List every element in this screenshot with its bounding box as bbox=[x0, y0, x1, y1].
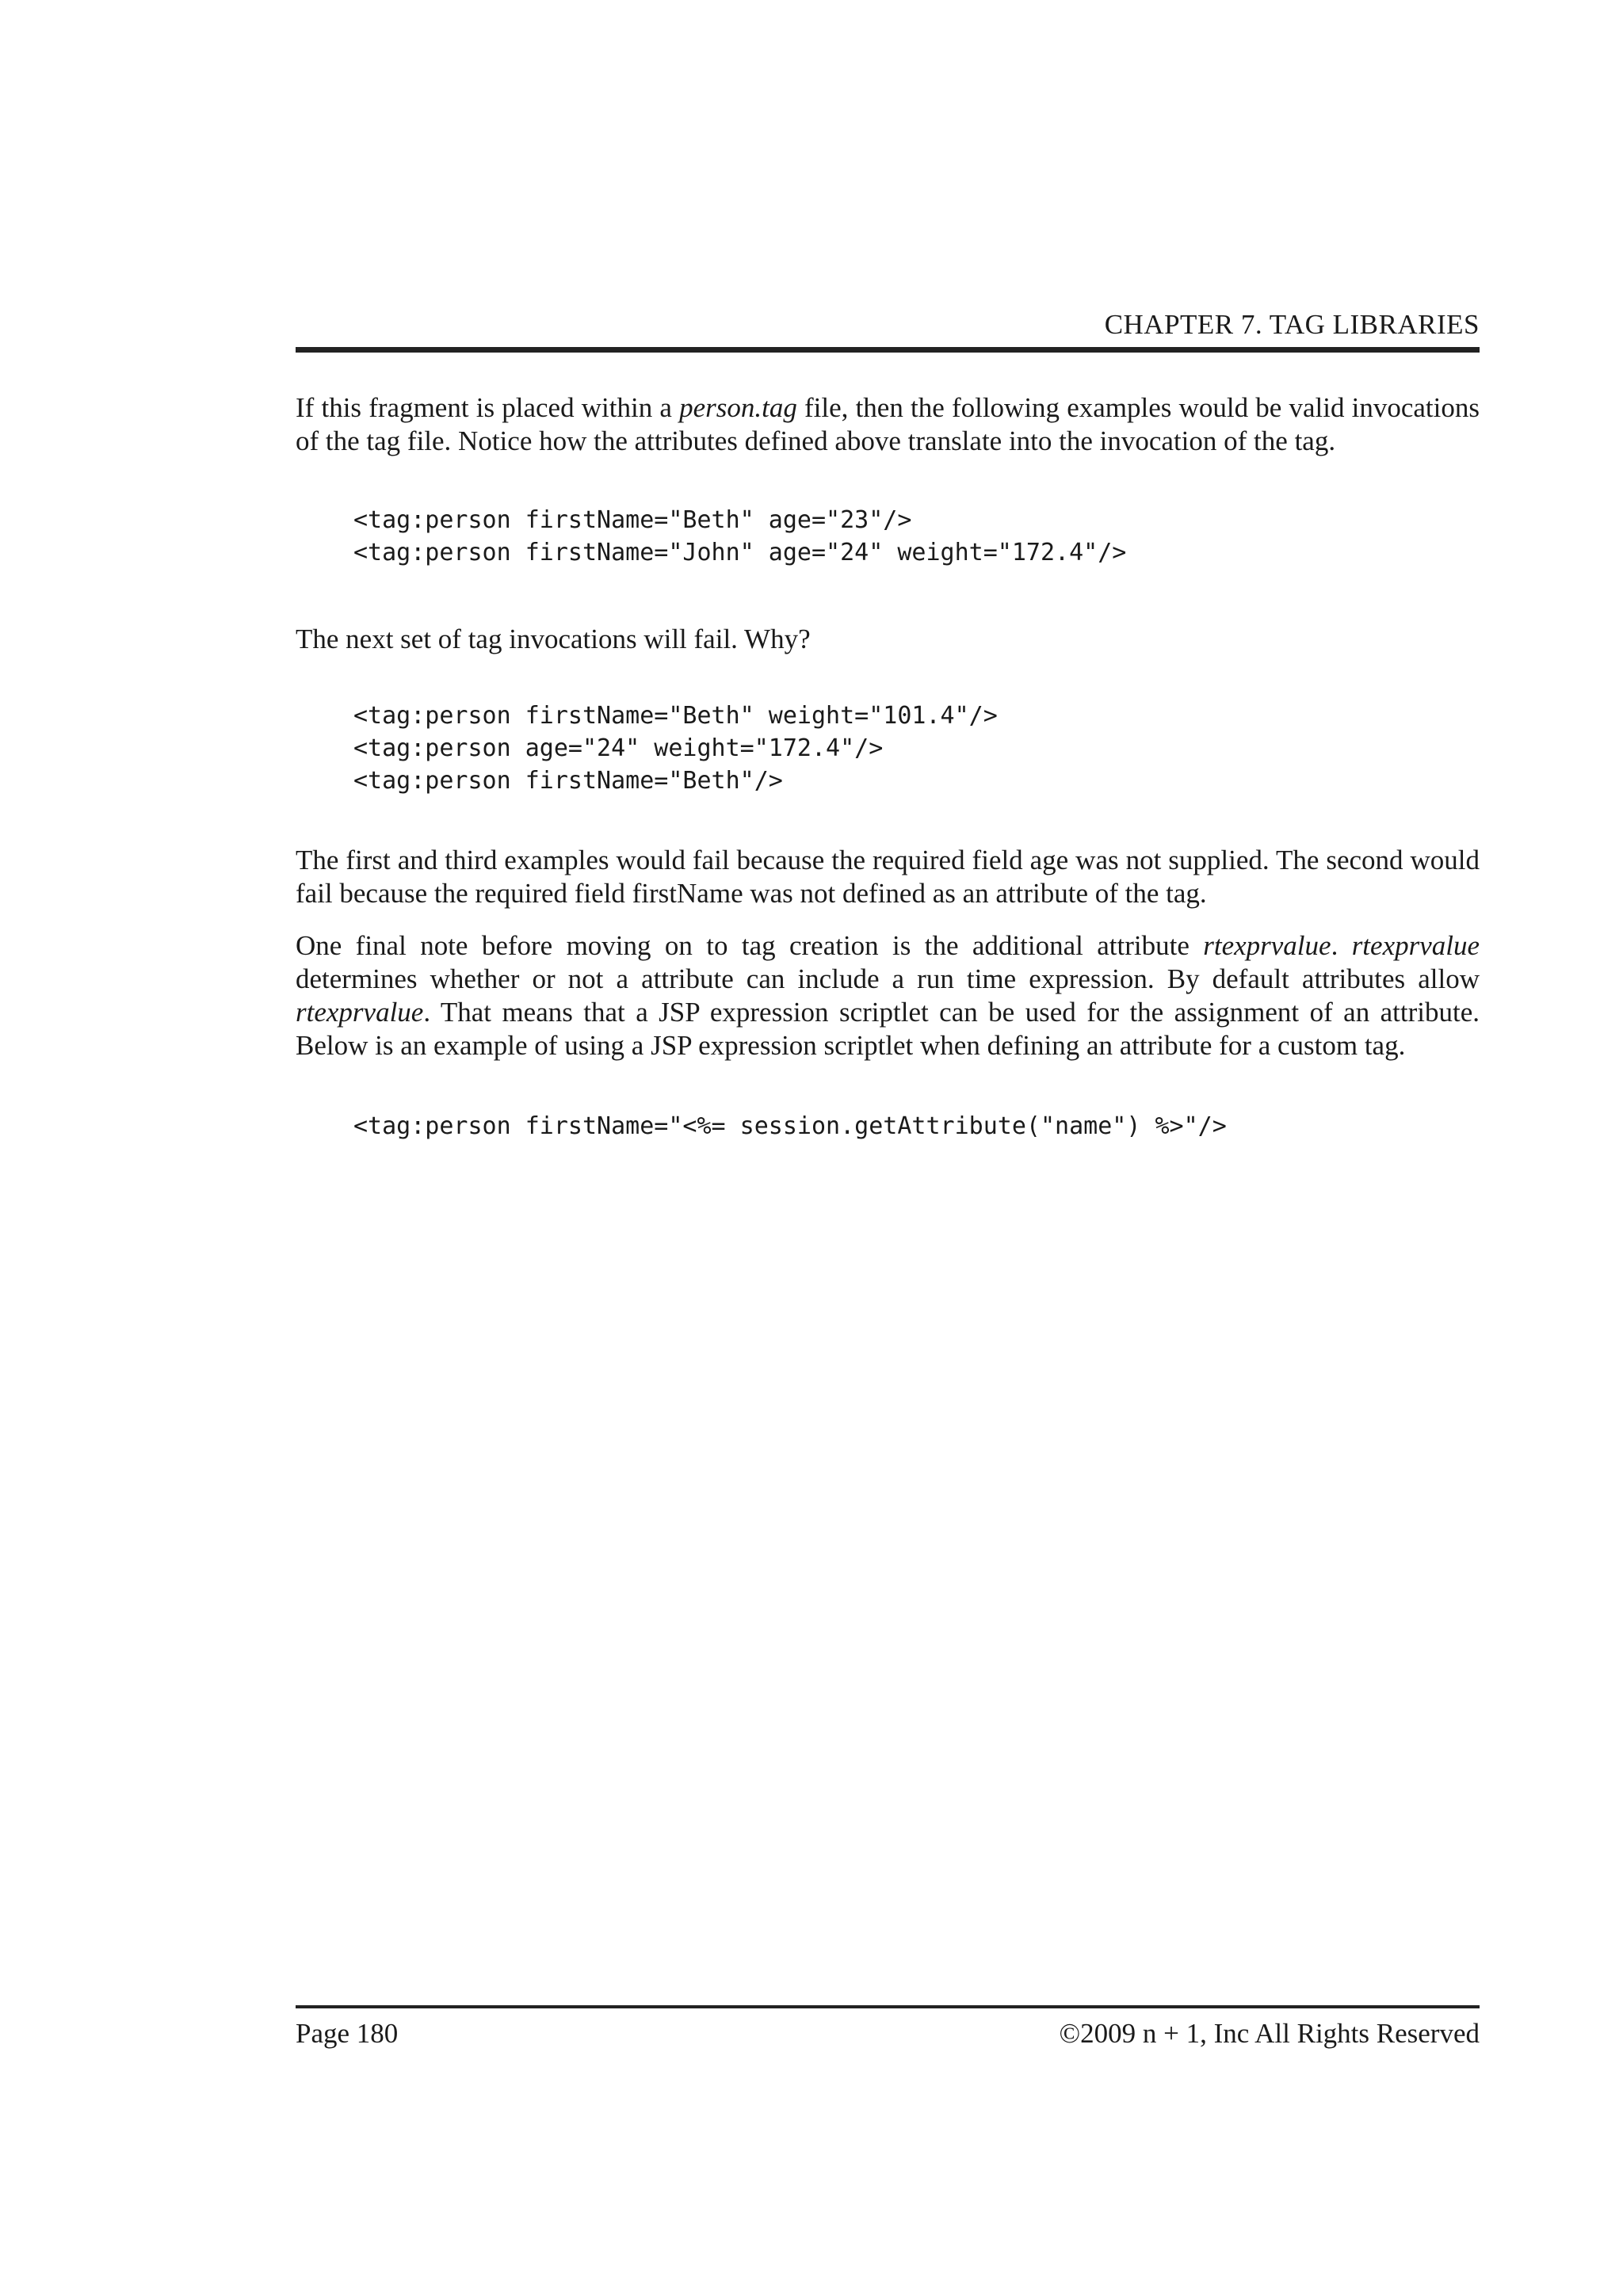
chapter-title: CHAPTER 7. TAG LIBRARIES bbox=[1104, 309, 1480, 340]
code-line: <tag:person firstName="Beth"/> bbox=[353, 767, 783, 795]
code-line: <tag:person firstName="Beth" weight="101.4"/> bbox=[353, 702, 998, 730]
paragraph-explanation: The first and third examples would fail because the required field age was not supplied. The second would fail because the required field firstName was not defined as an attribute of the tag. bbox=[296, 845, 1480, 909]
paragraph-rtexprvalue-text-4: . That means that a JSP expression scriptlet can be used for the assignment of an attribute. Below is an example of using a JSP expression scriptlet when defining an attribute for a custom tag. bbox=[296, 997, 1480, 1061]
document-page bbox=[296, 0, 1480, 2296]
filename-emphasis: person.tag bbox=[679, 392, 797, 423]
code-line: <tag:person firstName="<%= session.getAttribute("name") %>"/> bbox=[353, 1112, 1227, 1140]
footer-row bbox=[296, 2016, 1480, 2051]
page-number: Page 180 bbox=[296, 2018, 399, 2049]
paragraph-intro-text-1: If this fragment is placed within a bbox=[296, 392, 680, 423]
header-rule bbox=[296, 347, 1480, 353]
page-body bbox=[296, 391, 1480, 1142]
footer-rule bbox=[296, 2005, 1480, 2008]
copyright-notice: ©2009 n + 1, Inc All Rights Reserved bbox=[1059, 2018, 1480, 2049]
rtexprvalue-emphasis: rtexprvalue bbox=[1351, 930, 1480, 961]
rtexprvalue-emphasis: rtexprvalue bbox=[1203, 930, 1331, 961]
paragraph-rtexprvalue-text-3: determines whether or not a attribute can include a run time expression. By default attributes allow bbox=[296, 963, 1480, 994]
rtexprvalue-emphasis: rtexprvalue bbox=[296, 997, 424, 1028]
code-block-valid bbox=[296, 504, 1480, 569]
paragraph-rtexprvalue-text-2: . bbox=[1331, 930, 1352, 961]
code-line: <tag:person firstName="Beth" age="23"/> bbox=[353, 506, 912, 534]
code-line: <tag:person firstName="John" age="24" weight="172.4"/> bbox=[353, 539, 1127, 566]
code-line: <tag:person age="24" weight="172.4"/> bbox=[353, 734, 884, 762]
paragraph-rtexprvalue bbox=[296, 929, 1480, 1062]
page-header bbox=[296, 307, 1480, 353]
paragraph-intro-text-2: file, then the following examples would be valid invocations of the tag file. Notice how the attributes defined above translate into the invocation of the tag. bbox=[296, 392, 1480, 456]
code-block-scriptlet bbox=[296, 1110, 1480, 1142]
code-block-invalid bbox=[296, 700, 1480, 797]
paragraph-intro bbox=[296, 391, 1480, 458]
page-footer bbox=[296, 2005, 1480, 2051]
paragraph-question: The next set of tag invocations will fail. Why? bbox=[296, 624, 811, 654]
paragraph-rtexprvalue-text-1: One final note before moving on to tag creation is the additional attribute bbox=[296, 930, 1204, 961]
